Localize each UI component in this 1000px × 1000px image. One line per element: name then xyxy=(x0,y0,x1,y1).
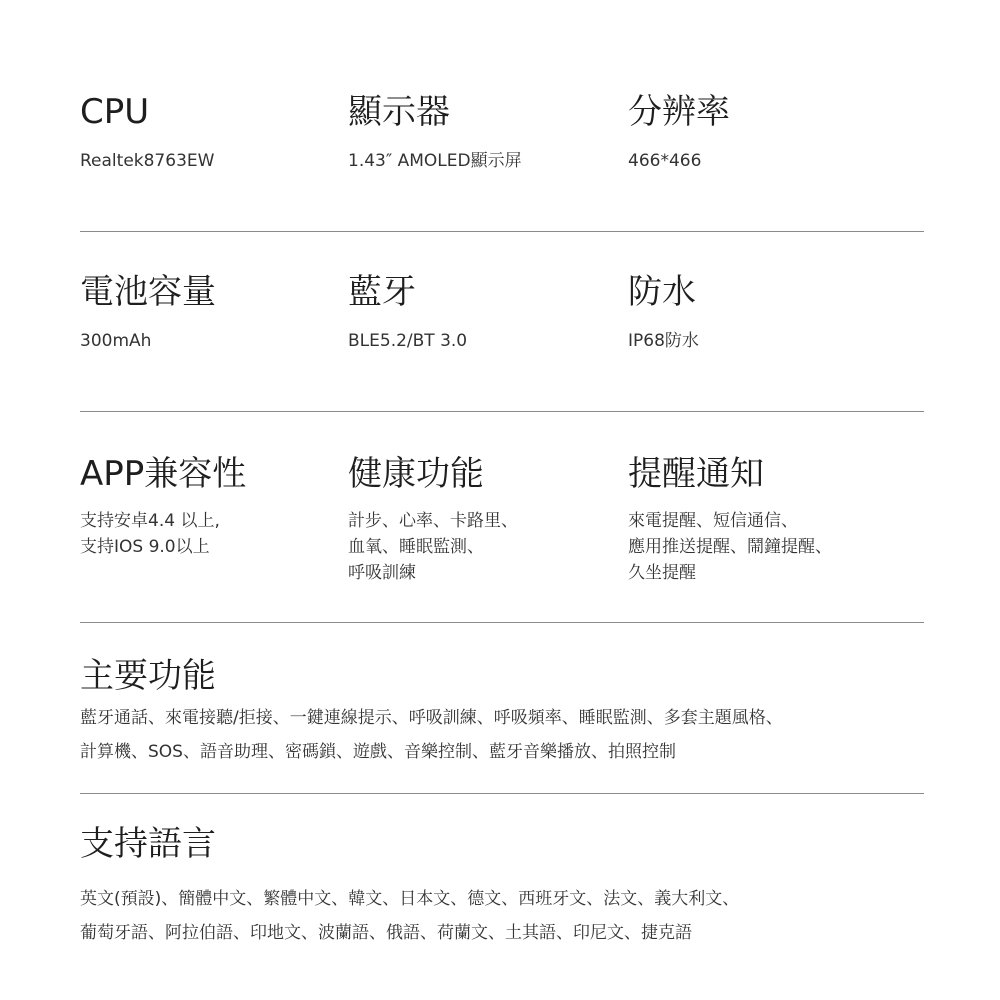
section-text xyxy=(80,701,924,769)
spec-value-line: Realtek8763EW xyxy=(80,151,215,171)
spec-value xyxy=(80,328,340,354)
spec-value-line: 呼吸訓練 xyxy=(348,563,416,583)
section-text-line: 葡萄牙語、阿拉伯語、印地文、波蘭語、俄語、荷蘭文、土其語、印尼文、捷克語 xyxy=(80,923,692,943)
divider xyxy=(80,622,924,623)
spec-value xyxy=(348,148,618,174)
spec-value xyxy=(628,508,924,586)
spec-title: 顯示器 xyxy=(348,92,450,132)
spec-title: 防水 xyxy=(628,272,696,312)
section-text-line: 藍牙通話、來電接聽/拒接、一鍵連線提示、呼吸訓練、呼吸頻率、睡眠監測、多套主題風格、 xyxy=(80,708,783,728)
spec-value xyxy=(348,508,618,586)
spec-health xyxy=(348,454,618,586)
main-features-section xyxy=(80,656,924,769)
spec-value-line: 久坐提醒 xyxy=(628,563,696,583)
spec-bluetooth xyxy=(348,272,618,354)
spec-title: APP兼容性 xyxy=(80,454,247,494)
spec-title: 分辨率 xyxy=(628,92,730,132)
section-text xyxy=(80,882,924,950)
spec-waterproof xyxy=(628,272,924,354)
spec-value-line: 計步、心率、卡路里、 xyxy=(348,511,518,531)
spec-notifications xyxy=(628,454,924,586)
divider xyxy=(80,411,924,412)
spec-display xyxy=(348,92,618,174)
spec-value xyxy=(628,148,924,174)
spec-value-line: IP68防水 xyxy=(628,331,699,351)
spec-title: 藍牙 xyxy=(348,272,416,312)
spec-value-line: 應用推送提醒、鬧鐘提醒、 xyxy=(628,537,832,557)
spec-value-line: 1.43″ AMOLED顯示屏 xyxy=(348,151,522,171)
section-text-line: 英文(預設)、簡體中文、繁體中文、韓文、日本文、德文、西班牙文、法文、義大利文、 xyxy=(80,889,740,909)
spec-cpu xyxy=(80,92,340,174)
spec-value-line: 血氧、睡眠監測、 xyxy=(348,537,484,557)
languages-section xyxy=(80,824,924,950)
section-text-line: 計算機、SOS、語音助理、密碼鎖、遊戲、音樂控制、藍牙音樂播放、拍照控制 xyxy=(80,742,676,762)
spec-value-line: 466*466 xyxy=(628,151,702,171)
spec-value xyxy=(80,148,340,174)
spec-title: 健康功能 xyxy=(348,454,484,494)
spec-value-line: BLE5.2/BT 3.0 xyxy=(348,331,468,351)
divider xyxy=(80,231,924,232)
divider xyxy=(80,793,924,794)
spec-app-compat xyxy=(80,454,340,560)
spec-sheet xyxy=(80,0,924,1000)
spec-value-line: 支持安卓4.4 以上, xyxy=(80,511,220,531)
spec-value-line: 支持IOS 9.0以上 xyxy=(80,537,210,557)
spec-resolution xyxy=(628,92,924,174)
spec-battery xyxy=(80,272,340,354)
section-title: 主要功能 xyxy=(80,656,216,696)
spec-value-line: 300mAh xyxy=(80,331,152,351)
spec-title: 電池容量 xyxy=(80,272,216,312)
section-title: 支持語言 xyxy=(80,824,216,864)
spec-title: 提醒通知 xyxy=(628,454,764,494)
spec-title: CPU xyxy=(80,92,150,132)
spec-value xyxy=(628,328,924,354)
spec-value xyxy=(80,508,340,560)
spec-value xyxy=(348,328,618,354)
spec-value-line: 來電提醒、短信通信、 xyxy=(628,511,798,531)
